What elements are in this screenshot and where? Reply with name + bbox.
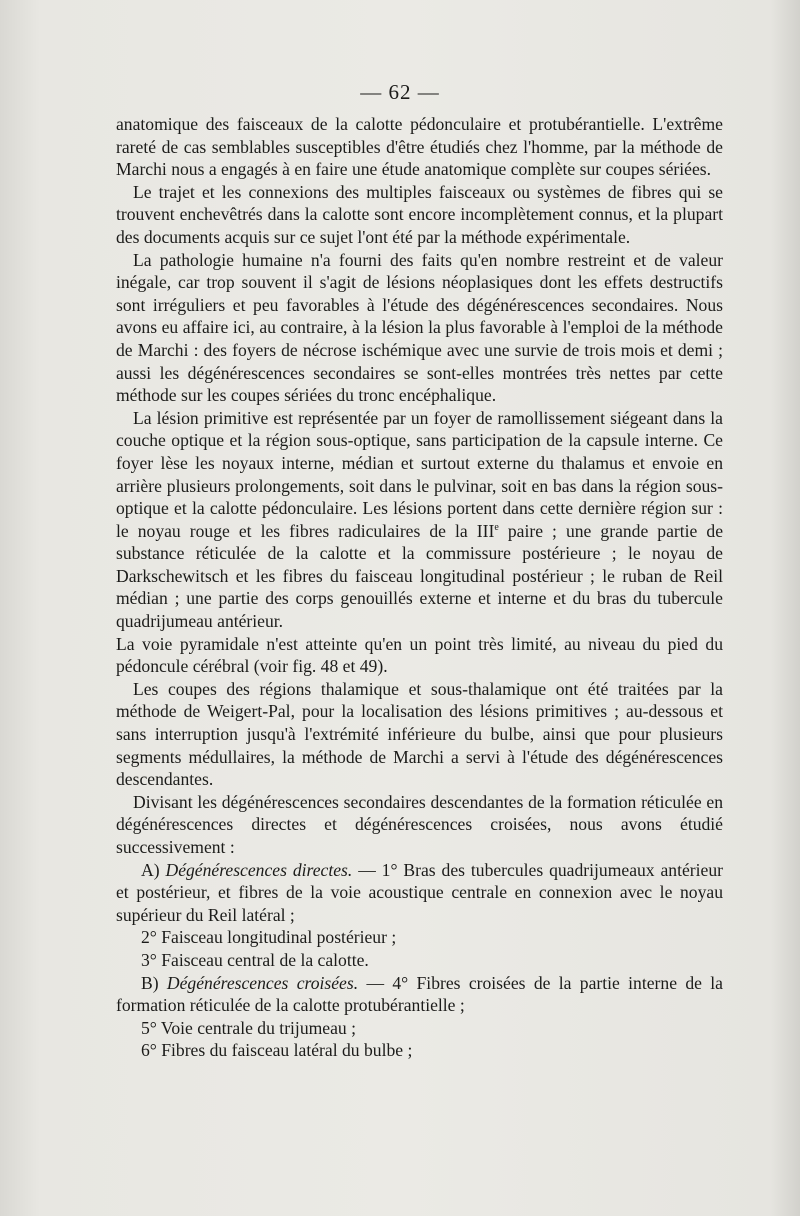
paragraph: La pathologie humaine n'a fourni des faits qu'en nombre restreint et de valeur inégale, car trop souvent il s'agit de lésions néoplasiques dont les effets destructifs sont irréguliers et peu favorables à l'étude des dégénérescences secondaires. Nous avons eu affaire ici, au contraire, à la lésion la plus favorable à l'emploi de la méthode de Marchi : des foyers de nécrose ischémique avec une survie de trois mois et demi ; aussi les dégénérescences secondaires se sont-elles montrées très nettes par cette méthode sur les coupes sériées du tronc encéphalique. (116, 249, 723, 406)
paragraph: Les coupes des régions thalamique et sous-thalamique ont été traitées par la méthode de Weigert-Pal, pour la localisation des lésions primitives ; au-dessous et sans interruption jusqu'à l'extrémité inférieure du bulbe, ainsi que pour plusieurs segments médullaires, la méthode de Marchi a servi à l'étude des dégénérescences descendantes. (116, 678, 723, 790)
list-item: 3° Faisceau central de la calotte. (141, 949, 369, 970)
ordinal-suffix: e (494, 521, 499, 533)
list-item-b (116, 972, 723, 1017)
list-item: 2° Faisceau longitudinal postérieur ; (141, 927, 397, 948)
list-label-a: A) (141, 859, 160, 880)
lesion-text-before: La lésion primitive est représentée par un foyer de ramollissement siégeant dans la couche optique et la région sous-optique, sans participation de la capsule interne. Ce foyer lèse les noyaux interne, médian et surtout externe du thalamus et envoie en arrière plusieurs prolongements, soit dans le pulvinar, soit en bas dans la région sous-optique et la calotte pédonculaire. Les lésions portent dans cette dernière région sur : le noyau rouge et les fibres radiculaires de la (116, 407, 723, 541)
page-number: — 62 — (360, 80, 440, 104)
lesion-text-after: paire ; une grande partie de substance réticulée de la calotte et la commissure postérieure ; le noyau de Darkschewitsch et les fibres du faisceau longitudinal postérieur ; le ruban de Reil médian ; une partie des corps genouillés externe et interne et du bras du tubercule quadrijumeau antérieur. (116, 520, 724, 632)
list-item-a (116, 859, 723, 927)
roman-numeral: III (476, 520, 495, 541)
paragraph: Le trajet et les connexions des multiples faisceaux ou systèmes de fibres qui se trouvent enchevêtrés dans la calotte sont encore incomplètement connus, et la plupart des documents acquis sur ce sujet l'ont été par la méthode expérimentale. (116, 181, 723, 247)
list-title-b: Dégénérescences croisées. (166, 972, 359, 993)
list-text-a: — 1° Bras des tubercules quadrijumeaux antérieur et postérieur, et fibres de la voie acoustique centrale en connexion avec le noyau supérieur du Reil latéral ; (116, 859, 724, 925)
list-label-b: B) (141, 972, 159, 993)
paragraph: anatomique des faisceaux de la calotte pédonculaire et protubérantielle. L'extrême rareté de cas semblables susceptibles d'être étudiés chez l'homme, par la méthode de Marchi nous a engagés à en faire une étude anatomique complète sur coupes sériées. (116, 114, 723, 180)
list-text-b: — 4° Fibres croisées de la partie interne de la formation réticulée de la calotte protubérantielle ; (116, 972, 723, 1016)
list-item: 5° Voie centrale du trijumeau ; (141, 1017, 357, 1038)
paragraph: La voie pyramidale n'est atteinte qu'en un point très limité, au niveau du pied du pédoncule cérébral (voir fig. 48 et 49). (116, 633, 723, 677)
paragraph-lesion (116, 407, 723, 633)
page-body (116, 113, 723, 1062)
list-title-a: Dégénérescences directes. (165, 859, 353, 880)
list-item: 6° Fibres du faisceau latéral du bulbe ; (141, 1040, 413, 1061)
paragraph: Divisant les dégénérescences secondaires descendantes de la formation réticulée en dégénérescences directes et dégénérescences croisées, nous avons étudié successivement : (116, 791, 723, 857)
